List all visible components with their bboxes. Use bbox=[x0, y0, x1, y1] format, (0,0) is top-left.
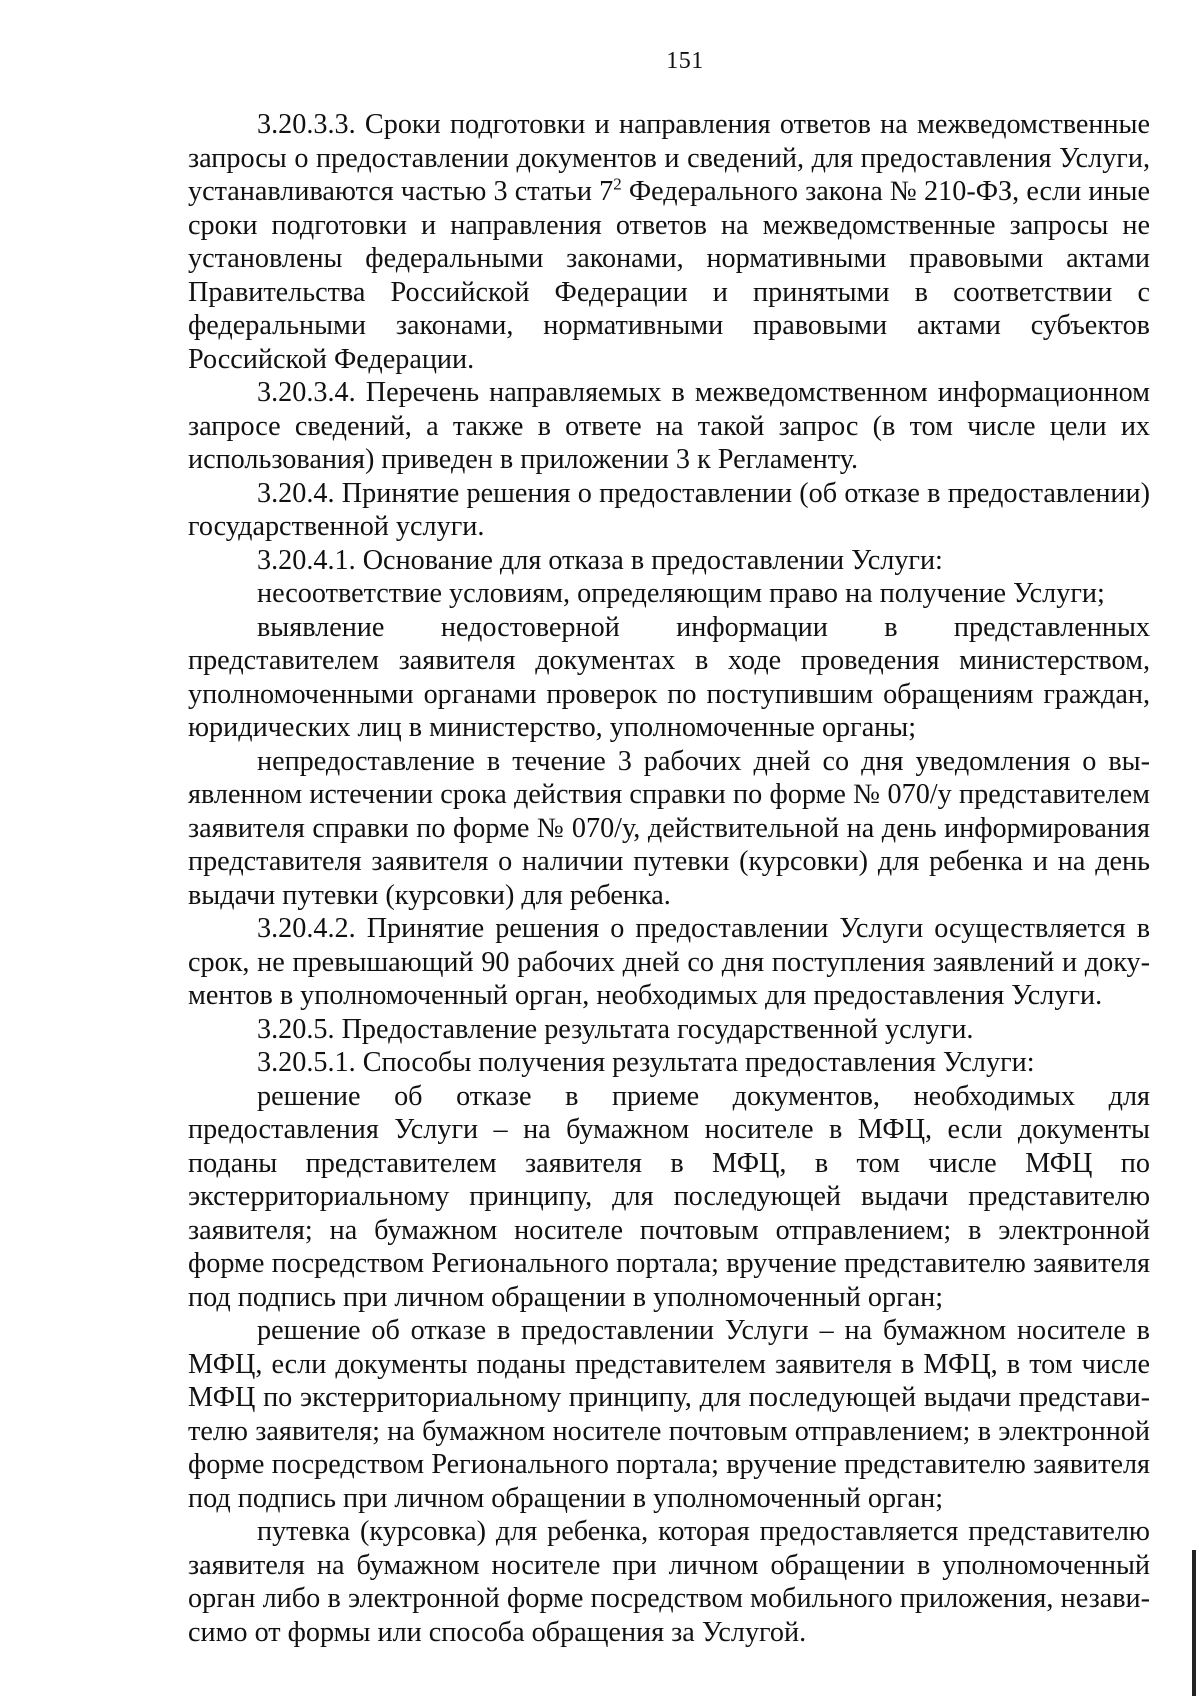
paragraph-refusal-ground-2: выявление недостоверной информации в представленных представителем заявителя документах в ходе проведения министерством, уполномоченными органами проверок по поступившим обращениям граждан, юридических лиц в министерство, уполномоченные органы; bbox=[188, 611, 1150, 743]
scan-edge-mark bbox=[1192, 1550, 1196, 1696]
paragraph-3-20-5: 3.20.5. Предоставление результата государственной услуги. bbox=[257, 1013, 974, 1045]
page-number: 151 bbox=[666, 48, 704, 74]
paragraph-3-20-3-3 bbox=[188, 108, 1150, 376]
paragraph-result-method-3: путевка (курсовка) для ребенка, которая предоставляется представителю заявителя на бумажном носителе при личном обращении в уполномоченный орган либо в электронной форме посредством мобильного приложения, независимо от формы или способа обращения за Услугой. bbox=[188, 1516, 1150, 1648]
superscript: 2 bbox=[613, 174, 622, 194]
paragraph-result-method-1: решение об отказе в приеме документов, необходимых для предоставления Услуги – на бумажном носителе в МФЦ, если документы поданы представителем заявителя в МФЦ, в том числе МФЦ по экстерриториальному принципу, для последующей выдачи представителю заявителя; на бумажном носителе почтовым отправлением; в электронной форме посредством Регионального портала; вручение представителю заявителя под подпись при личном обращении в уполномоченный орган; bbox=[188, 1080, 1150, 1313]
paragraph-refusal-ground-3: непредоставление в течение 3 рабочих дней со дня уведомления о выявленном истечении срока действия справки по форме № 070/у представителем заявителя справки по форме № 070/у, действительной на день информирования представителя заявителя о наличии путевки (курсовки) для ребенка и на день выдачи путевки (курсовки) для ребенка. bbox=[188, 745, 1150, 911]
paragraph-text: 3.20.3.3. Сроки подготовки и направления ответов на межведомственные запросы о предоставлении документов и сведений, для предоставления Услуги, устанавливаются частью 3 статьи 7 bbox=[188, 109, 1150, 207]
paragraph-3-20-5-1: 3.20.5.1. Способы получения результата предоставления Услуги: bbox=[257, 1047, 1035, 1078]
paragraph-3-20-3-4: 3.20.3.4. Перечень направляемых в межведомственном информационном запросе сведений, а также в ответе на такой запрос (в том числе цели их использования) приведен в приложении 3 к Регламенту. bbox=[188, 377, 1150, 475]
paragraph-3-20-4-1: 3.20.4.1. Основание для отказа в предоставлении Услуги: bbox=[257, 544, 943, 576]
paragraph-refusal-ground-1: несоответствие условиям, определяющим право на получение Услуги; bbox=[257, 578, 1105, 609]
paragraph-result-method-2: решение об отказе в предоставлении Услуги – на бумажном носителе в МФЦ, если документы поданы представителем заявителя в МФЦ, в том числе МФЦ по экстерриториальному принципу, для последующей выдачи представителю заявителя; на бумажном носителе почтовым отправлением; в электронной форме посредством Регионального портала; вручение представителю заявителя под подпись при личном обращении в уполномоченный орган; bbox=[188, 1315, 1150, 1514]
paragraph-3-20-4: 3.20.4. Принятие решения о предоставлении (об отказе в предоставлении) государственной услуги. bbox=[188, 477, 1150, 542]
paragraph-3-20-4-2: 3.20.4.2. Принятие решения о предоставлении Услуги осуществляется в срок, не превышающий 90 рабочих дней со дня поступления заявлений и документов в уполномоченный орган, необходимых для предоставления Услуги. bbox=[188, 913, 1150, 1011]
document-body bbox=[188, 108, 1150, 1649]
paragraph-text: Федерального закона № 210-ФЗ, если иные сроки подготовки и направления ответов на межведомственные запросы не установлены федеральными законами, нормативными правовыми актами Правительства Российской Федерации и принятыми в соответствии с федеральными законами, нормативными правовыми актами субъектов Российской Федерации. bbox=[188, 176, 1150, 375]
